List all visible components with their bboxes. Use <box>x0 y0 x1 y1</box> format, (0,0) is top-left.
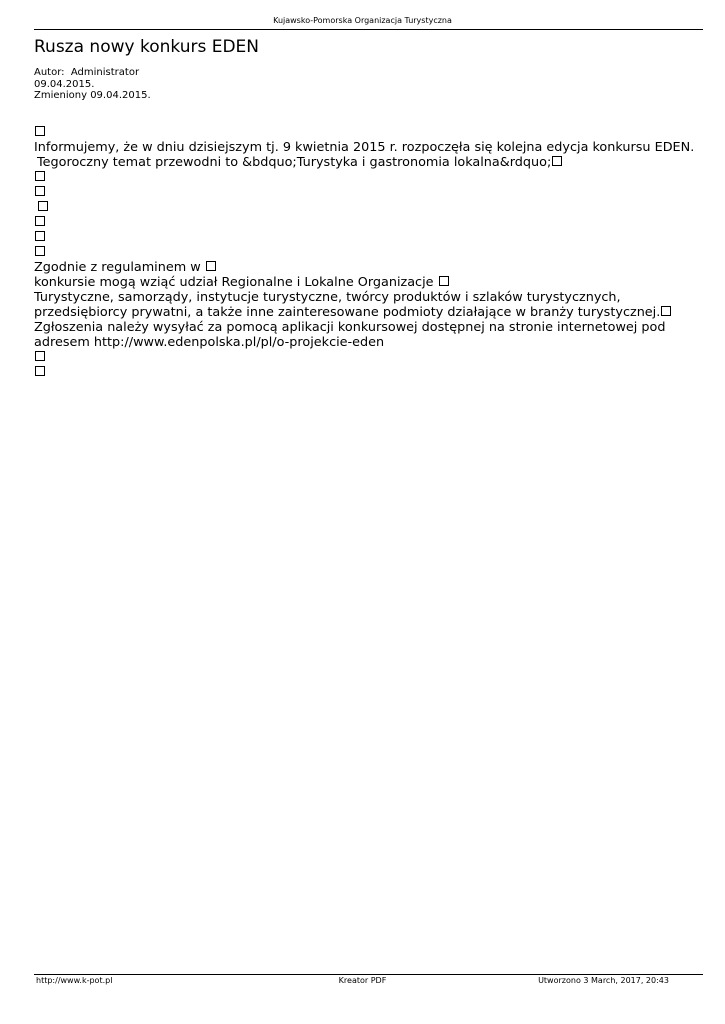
missing-glyph-icon <box>35 126 45 136</box>
body-line-placeholder <box>34 230 714 245</box>
body-line-participants-end: przedsiębiorcy prywatni, a także inne zainteresowane podmioty działające w branży turystycznej. <box>34 305 714 320</box>
missing-glyph-icon <box>206 261 216 271</box>
modified-date: Zmieniony 09.04.2015. <box>34 90 151 101</box>
author-line: Autor: Administrator <box>34 67 140 78</box>
missing-glyph-icon <box>35 351 45 361</box>
footer-url: http://www.k-pot.pl <box>36 976 113 985</box>
article-body <box>34 125 714 380</box>
missing-glyph-icon <box>552 156 562 166</box>
footer-divider <box>34 974 703 975</box>
header-organization: Kujawsko-Pomorska Organizacja Turystyczna <box>273 16 452 25</box>
missing-glyph-icon <box>661 306 671 316</box>
body-line-theme: Tegoroczny temat przewodni to &bdquo;Turystyka i gastronomia lokalna&rdquo; <box>34 155 714 170</box>
article-title: Rusza nowy konkurs EDEN <box>34 37 260 57</box>
footer-created: Utworzono 3 March, 2017, 20:43 <box>538 976 669 985</box>
publish-date: 09.04.2015. <box>34 78 95 90</box>
body-line-participants-list: Turystyczne, samorządy, instytucje turystyczne, twórcy produktów i szlaków turystycznych, <box>34 290 621 305</box>
body-line-placeholder <box>34 170 714 185</box>
missing-glyph-icon <box>38 201 48 211</box>
body-line-address: adresem http://www.edenpolska.pl/pl/o-projekcie-eden <box>34 335 385 350</box>
body-line-participants: konkursie mogą wziąć udział Regionalne i Lokalne Organizacje <box>34 275 714 290</box>
body-line-placeholder <box>34 245 714 260</box>
article-meta <box>34 67 151 102</box>
missing-glyph-icon <box>35 231 45 241</box>
body-line-placeholder <box>34 215 714 230</box>
body-line-placeholder <box>34 350 714 365</box>
body-line-placeholder <box>34 125 714 140</box>
missing-glyph-icon <box>35 216 45 226</box>
body-line-rules: Zgodnie z regulaminem w <box>34 260 714 275</box>
body-line-submission: Zgłoszenia należy wysyłać za pomocą aplikacji konkursowej dostępnej na stronie internetowej pod <box>34 320 666 335</box>
missing-glyph-icon <box>35 246 45 256</box>
header-divider <box>34 29 703 30</box>
missing-glyph-icon <box>35 366 45 376</box>
body-line-intro: Informujemy, że w dniu dzisiejszym tj. 9 kwietnia 2015 r. rozpoczęła się kolejna edycja konkursu EDEN. <box>34 140 695 155</box>
missing-glyph-icon <box>35 186 45 196</box>
missing-glyph-icon <box>35 171 45 181</box>
missing-glyph-icon <box>439 276 449 286</box>
footer-generator: Kreator PDF <box>338 976 387 985</box>
body-line-placeholder <box>34 185 714 200</box>
body-line-placeholder <box>34 200 714 215</box>
body-line-placeholder <box>34 365 714 380</box>
